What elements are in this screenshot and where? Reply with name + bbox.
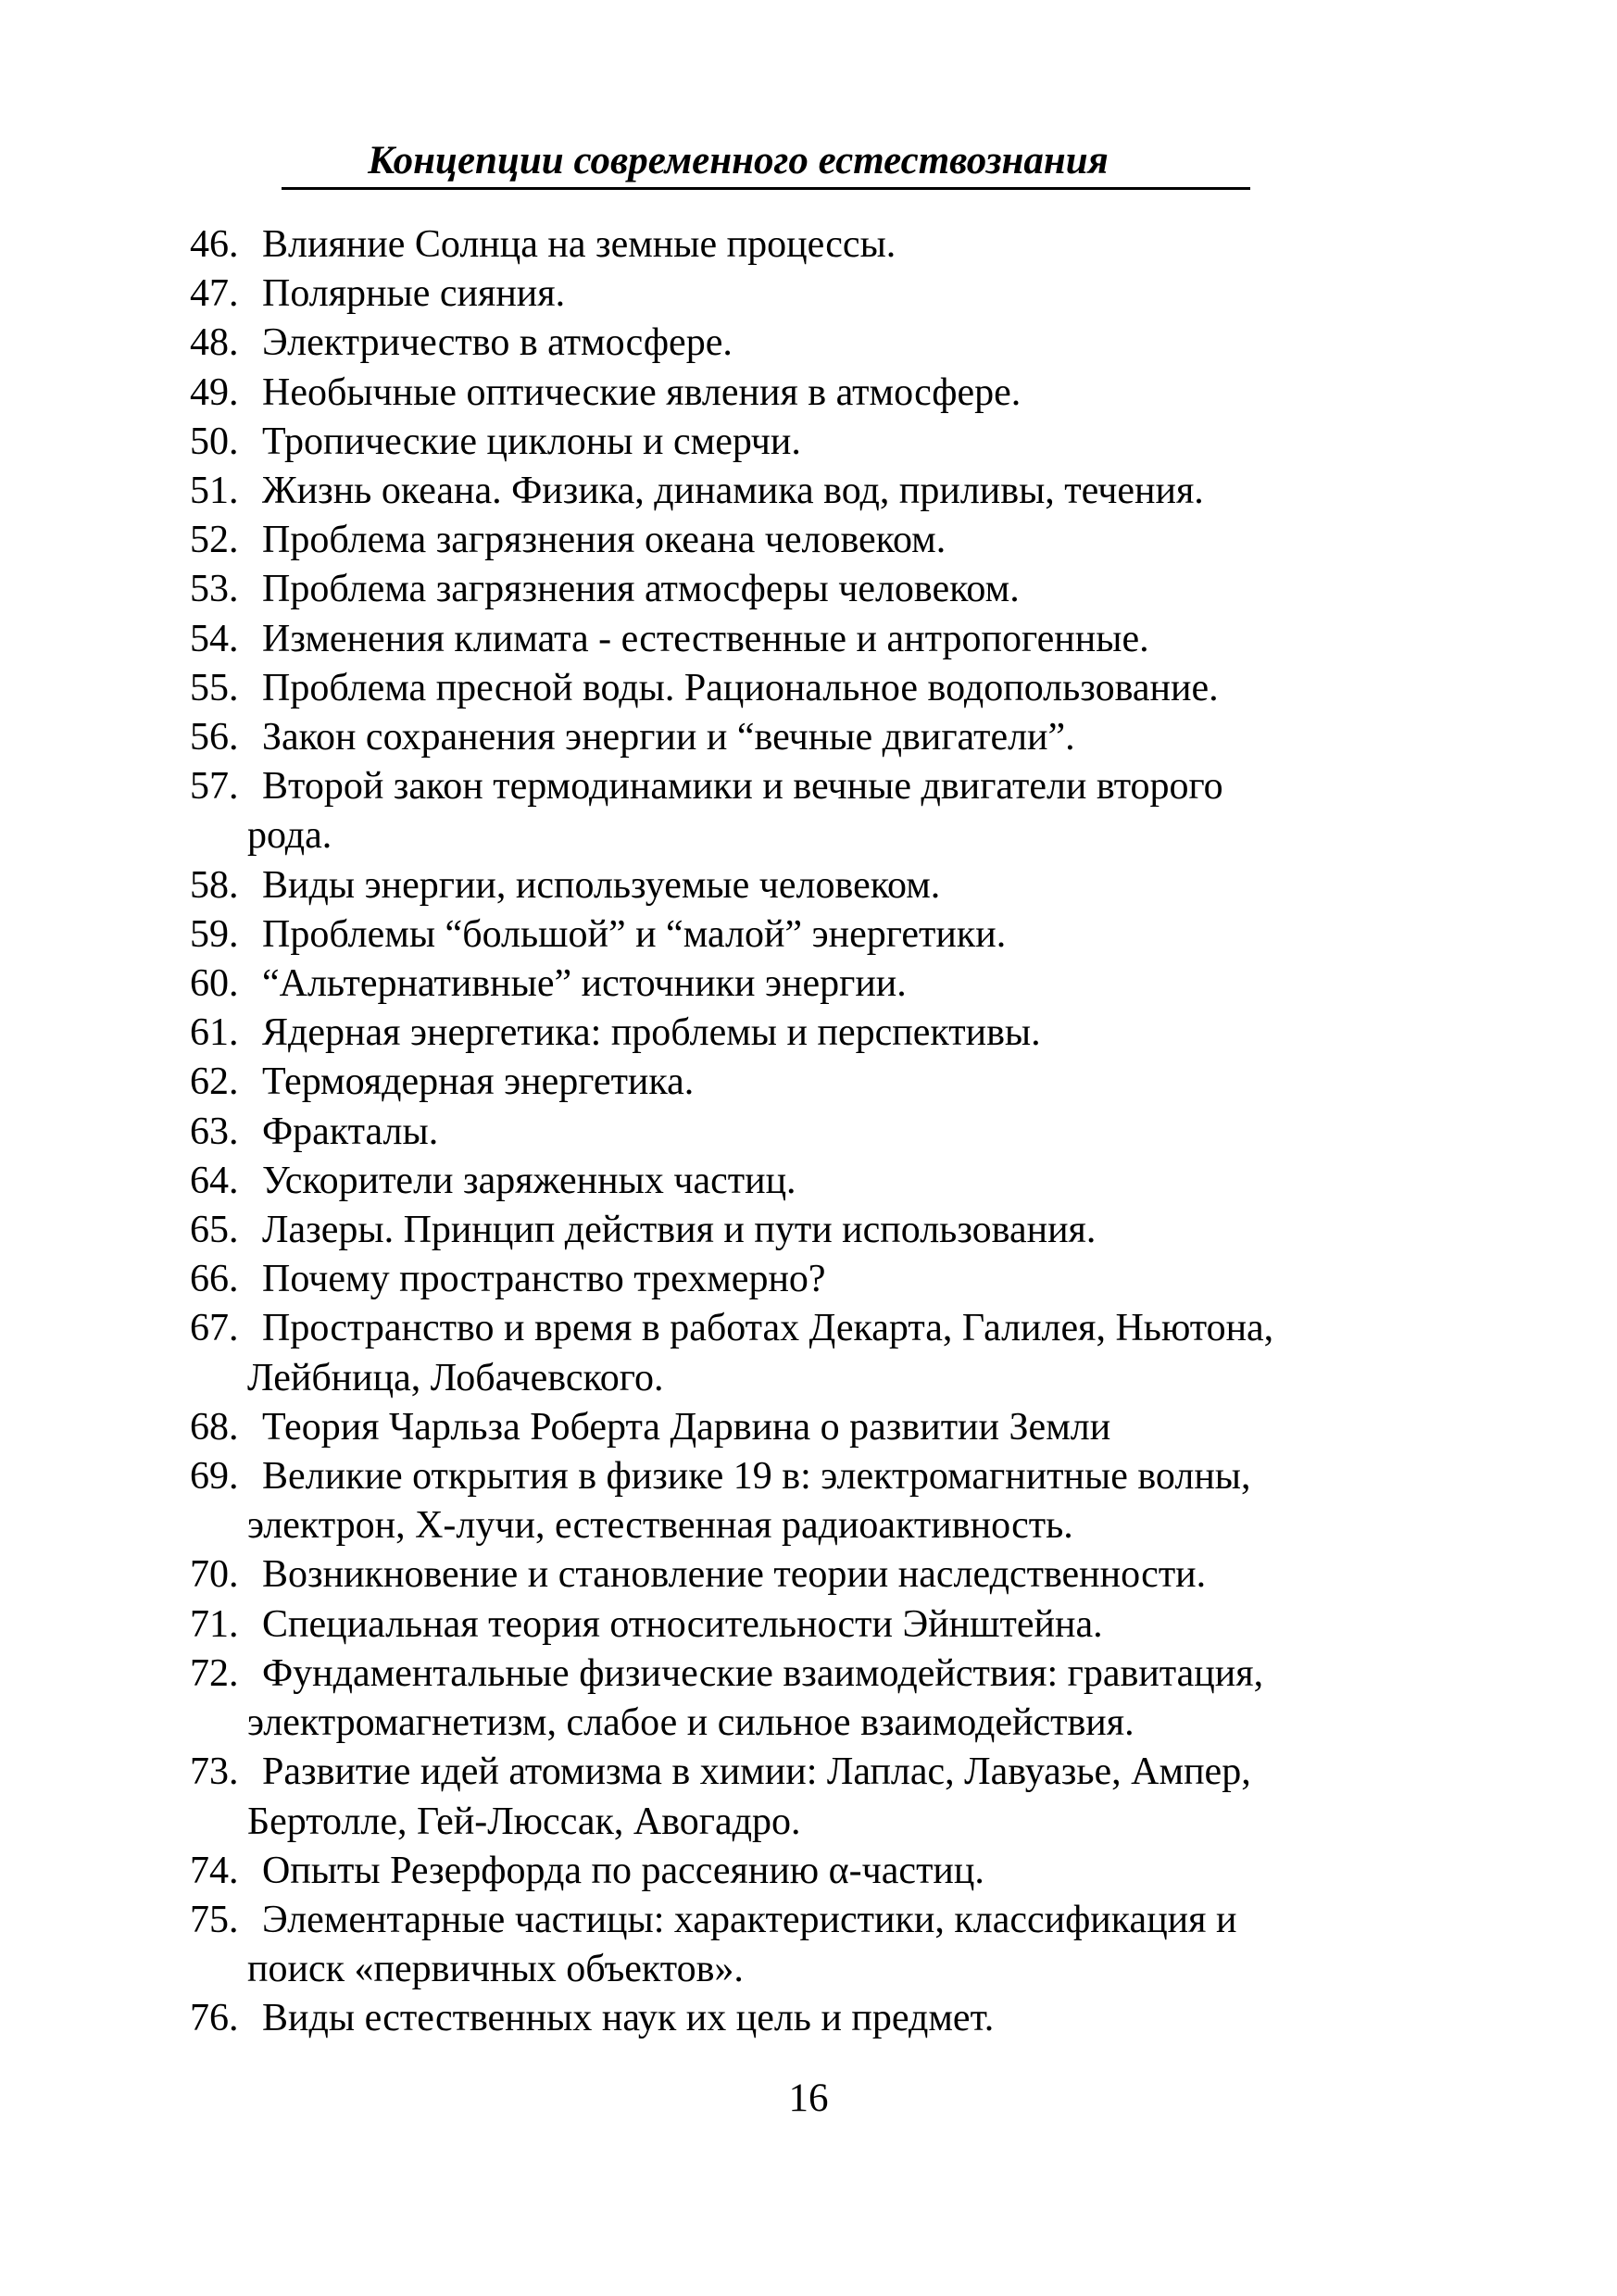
topic-item (190, 418, 1422, 467)
topic-text: Виды энергии, используемые человеком. (262, 863, 941, 907)
topic-text-continuation: рода. (247, 814, 332, 858)
topic-number: 76. (190, 1997, 239, 2040)
topic-item (190, 910, 1422, 960)
topic-item (190, 1847, 1422, 1896)
topic-item (190, 369, 1422, 418)
topic-text: Электричество в атмосфере. (262, 321, 733, 365)
topic-item (190, 1994, 1422, 2043)
topic-number: 57. (190, 765, 239, 809)
topic-item (190, 1600, 1422, 1650)
topic-text: Специальная теория относительности Эйнштейна. (262, 1602, 1103, 1646)
topic-number: 46. (190, 223, 239, 266)
topic-text-continuation: электрон, Х-лучи, естественная радиоактивность. (247, 1504, 1073, 1548)
topic-text: Изменения климата - естественные и антропогенные. (262, 617, 1149, 660)
topic-number: 68. (190, 1405, 239, 1449)
topic-item (190, 1058, 1422, 1107)
topic-number: 72. (190, 1651, 239, 1695)
topic-number: 47. (190, 272, 239, 316)
topic-number: 65. (190, 1209, 239, 1252)
topic-text: Фракталы. (262, 1110, 439, 1153)
topic-text: Ускорители заряженных частиц. (262, 1159, 796, 1202)
topic-number: 61. (190, 1011, 239, 1055)
topic-number: 59. (190, 912, 239, 956)
topic-item (190, 615, 1422, 664)
topic-number: 69. (190, 1455, 239, 1499)
topic-item (190, 220, 1422, 270)
header-title: Концепции современного естествознания (368, 139, 1109, 182)
topic-list (190, 220, 1422, 2044)
topic-text-continuation: поиск «первичных объектов». (247, 1948, 744, 1991)
topic-item (190, 1896, 1422, 1994)
topic-text: Ядерная энергетика: проблемы и перспективы. (262, 1011, 1041, 1055)
topic-item (190, 1108, 1422, 1157)
topic-text: Проблема загрязнения атмосферы человеком. (262, 568, 1020, 611)
topic-number: 73. (190, 1750, 239, 1794)
topic-item (190, 664, 1422, 713)
topic-item (190, 1206, 1422, 1255)
topic-text: Великие открытия в физике 19 в: электромагнитные волны, (262, 1455, 1251, 1499)
topic-text: Фундаментальные физические взаимодействия: гравитация, (262, 1651, 1264, 1695)
topic-number: 56. (190, 716, 239, 759)
topic-text: Развитие идей атомизма в химии: Лаплас, Лавуазье, Ампер, (262, 1750, 1251, 1794)
topic-text-continuation: Бертолле, Гей-Люссак, Авогадро. (247, 1800, 801, 1843)
topic-item (190, 1748, 1422, 1846)
topic-number: 60. (190, 962, 239, 1006)
topic-number: 74. (190, 1849, 239, 1892)
topic-number: 49. (190, 370, 239, 414)
topic-number: 67. (190, 1307, 239, 1350)
topic-text: Термоядерная энергетика. (262, 1060, 695, 1104)
topic-text: Опыты Резерфорда по рассеянию α-частиц. (262, 1849, 984, 1892)
topic-number: 48. (190, 321, 239, 365)
topic-text: Теория Чарльза Роберта Дарвина о развитии Земли (262, 1405, 1111, 1449)
topic-text: Тропические циклоны и смерчи. (262, 420, 801, 463)
topic-item (190, 1550, 1422, 1600)
topic-text: Лазеры. Принцип действия и пути использования. (262, 1209, 1097, 1252)
page-number: 16 (788, 2076, 829, 2120)
topic-number: 53. (190, 568, 239, 611)
topic-text: Виды естественных наук их цель и предмет. (262, 1997, 995, 2040)
topic-item (190, 1403, 1422, 1452)
topic-item (190, 1650, 1422, 1748)
topic-item (190, 319, 1422, 368)
topic-number: 51. (190, 470, 239, 513)
topic-text: Влияние Солнца на земные процессы. (262, 223, 896, 266)
topic-item (190, 1304, 1422, 1402)
topic-text: Возникновение и становление теории наследственности. (262, 1553, 1207, 1597)
topic-text: Полярные сияния. (262, 272, 566, 316)
topic-text: Проблема пресной воды. Рациональное водопользование. (262, 666, 1219, 709)
topic-text: Второй закон термодинамики и вечные двигатели второго (262, 765, 1223, 809)
topic-number: 54. (190, 617, 239, 660)
topic-number: 55. (190, 666, 239, 709)
topic-text: Необычные оптические явления в атмосфере. (262, 370, 1022, 414)
topic-item (190, 960, 1422, 1009)
topic-text: Пространство и время в работах Декарта, Галилея, Ньютона, (262, 1307, 1274, 1350)
topic-text-continuation: электромагнетизм, слабое и сильное взаимодействия. (247, 1701, 1134, 1745)
topic-number: 75. (190, 1898, 239, 1941)
topic-item (190, 1255, 1422, 1304)
topic-number: 63. (190, 1110, 239, 1153)
topic-number: 62. (190, 1060, 239, 1104)
topic-number: 71. (190, 1602, 239, 1646)
topic-item (190, 713, 1422, 762)
topic-number: 50. (190, 420, 239, 463)
topic-text: Элементарные частицы: характеристики, классификация и (262, 1898, 1237, 1941)
topic-text: Почему пространство трехмерно? (262, 1258, 826, 1301)
topic-item (190, 565, 1422, 614)
topic-text: Закон сохранения энергии и “вечные двигатели”. (262, 716, 1075, 759)
topic-text-continuation: Лейбница, Лобачевского. (247, 1356, 664, 1399)
topic-number: 52. (190, 519, 239, 562)
topic-number: 66. (190, 1258, 239, 1301)
topic-item (190, 1157, 1422, 1206)
topic-text: Проблема загрязнения океана человеком. (262, 519, 946, 562)
topic-item (190, 861, 1422, 910)
topic-text: Проблемы “большой” и “малой” энергетики. (262, 912, 1007, 956)
topic-item (190, 270, 1422, 319)
running-header (282, 135, 1250, 190)
topic-number: 70. (190, 1553, 239, 1597)
topic-item (190, 516, 1422, 565)
topic-item (190, 1009, 1422, 1058)
topic-text: “Альтернативные” источники энергии. (262, 962, 907, 1006)
topic-number: 58. (190, 863, 239, 907)
topic-text: Жизнь океана. Физика, динамика вод, приливы, течения. (262, 470, 1204, 513)
topic-item (190, 467, 1422, 516)
topic-number: 64. (190, 1159, 239, 1202)
topic-item (190, 1452, 1422, 1550)
topic-item (190, 762, 1422, 860)
